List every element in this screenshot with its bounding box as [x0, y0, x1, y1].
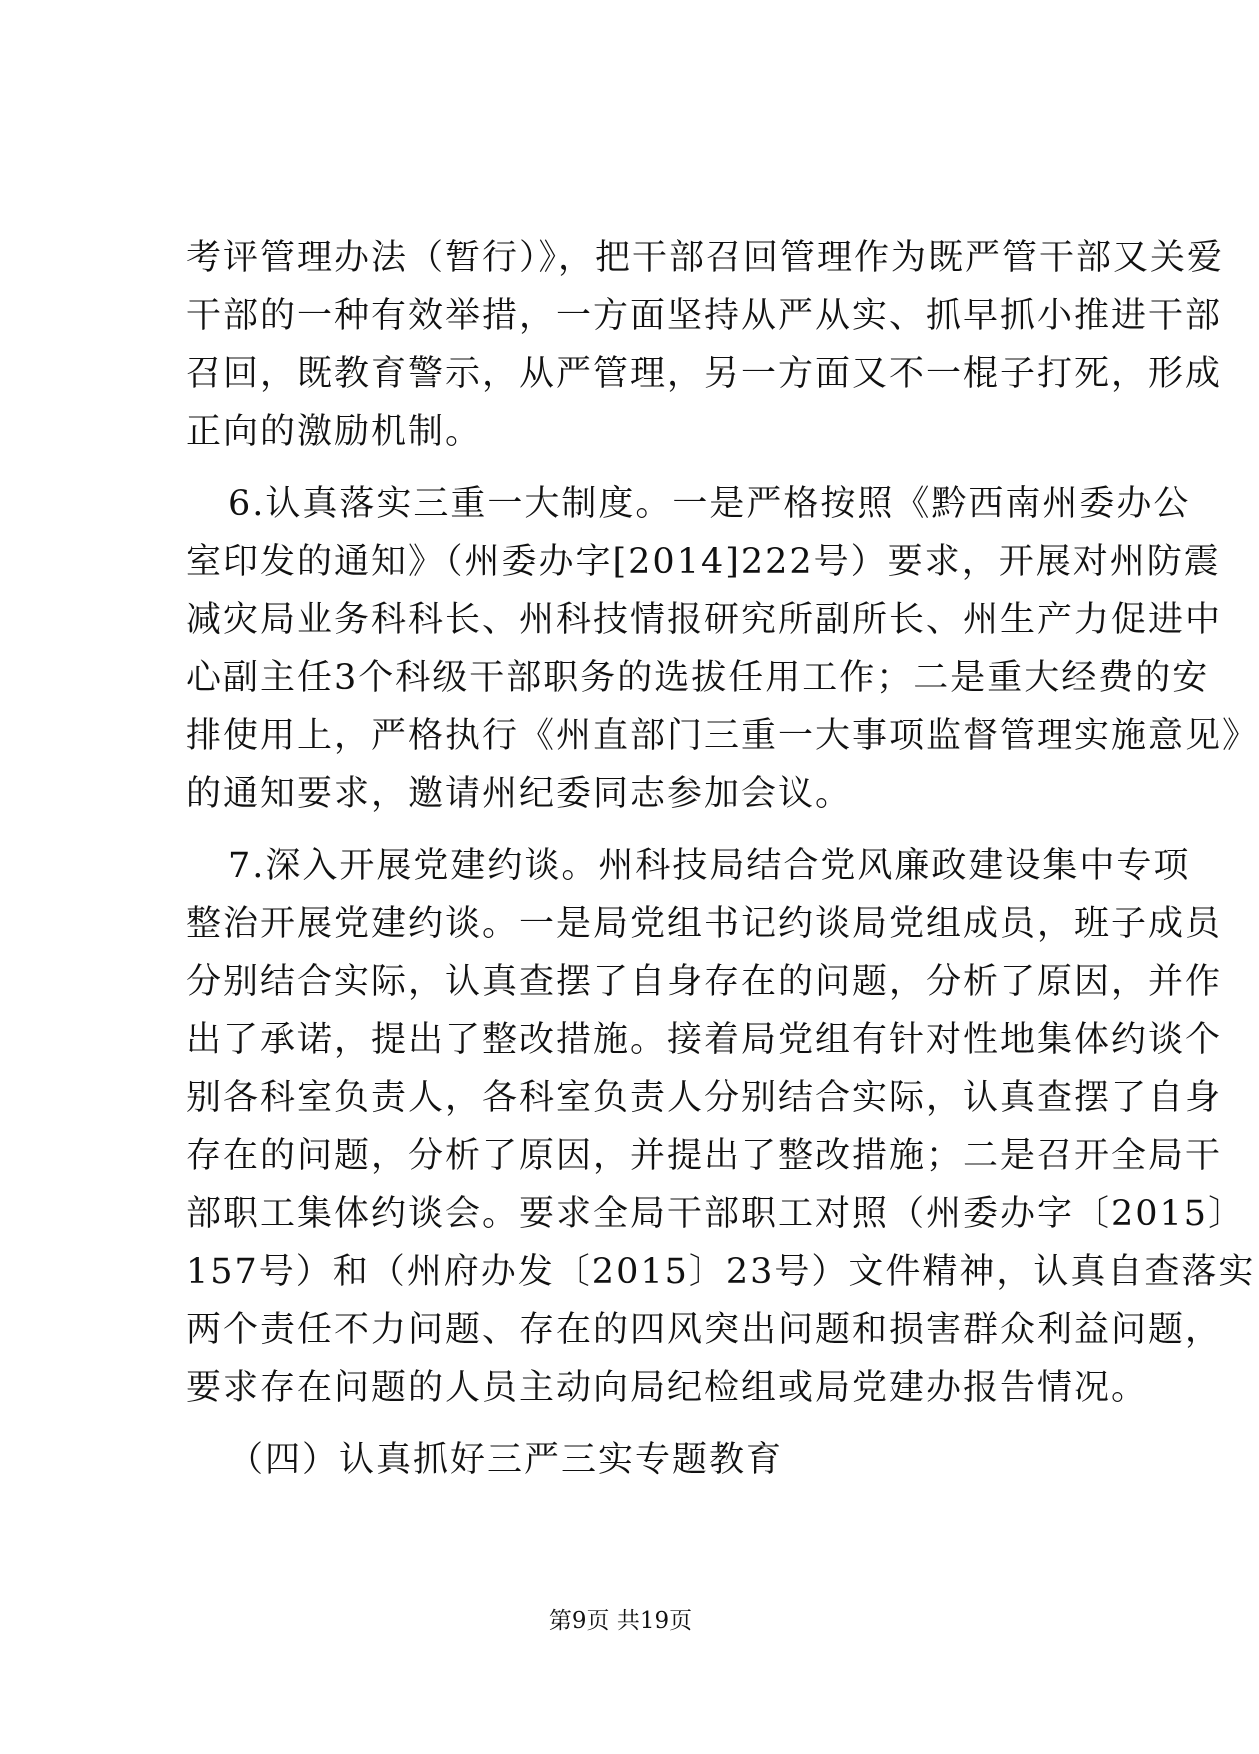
body-line-20: 要求存在问题的人员主动向局纪检组或局党建办报告情况。: [186, 1368, 1149, 1408]
body-line-12: 整治开展党建约谈。一是局党组书记约谈局党组成员，班子成员: [186, 904, 1223, 944]
body-line-8: 心副主任3个科级干部职务的选拔任用工作；二是重大经费的安: [186, 658, 1210, 698]
body-line-13: 分别结合实际，认真查摆了自身存在的问题，分析了原因，并作: [186, 962, 1223, 1002]
body-line-18: 157号）和（州府办发〔2015〕23号）文件精神，认真自查落实: [186, 1252, 1256, 1292]
page-footer: 第9页 共19页: [548, 1608, 693, 1634]
body-line-6: 室印发的通知》（州委办字[2014]222号）要求，开展对州防震: [186, 542, 1221, 582]
body-line-14: 出了承诺，提出了整改措施。接着局党组有针对性地集体约谈个: [186, 1020, 1223, 1060]
body-line-17: 部职工集体约谈会。要求全局干部职工对照（州委办字〔2015〕: [186, 1194, 1246, 1234]
body-line-19: 两个责任不力问题、存在的四风突出问题和损害群众利益问题，: [186, 1310, 1223, 1350]
body-line-9: 排使用上，严格执行《州直部门三重一大事项监督管理实施意见》: [186, 716, 1259, 756]
body-line-5: 6.认真落实三重一大制度。一是严格按照《黔西南州委办公: [228, 484, 1191, 524]
body-line-2: 干部的一种有效举措，一方面坚持从严从实、抓早抓小推进干部: [186, 296, 1223, 336]
body-line-4: 正向的激励机制。: [186, 412, 483, 452]
body-line-16: 存在的问题，分析了原因，并提出了整改措施；二是召开全局干: [186, 1136, 1223, 1176]
body-line-7: 减灾局业务科科长、州科技情报研究所副所长、州生产力促进中: [186, 600, 1223, 640]
body-line-10: 的通知要求，邀请州纪委同志参加会议。: [186, 774, 853, 814]
body-line-11: 7.深入开展党建约谈。州科技局结合党风廉政建设集中专项: [228, 846, 1191, 886]
body-line-3: 召回，既教育警示，从严管理，另一方面又不一棍子打死，形成: [186, 354, 1223, 394]
body-line-15: 别各科室负责人，各科室负责人分别结合实际，认真查摆了自身: [186, 1078, 1223, 1118]
body-line-1: 考评管理办法（暂行）》，把干部召回管理作为既严管干部又关爱: [186, 238, 1225, 278]
section-heading: （四）认真抓好三严三实专题教育: [228, 1440, 784, 1480]
